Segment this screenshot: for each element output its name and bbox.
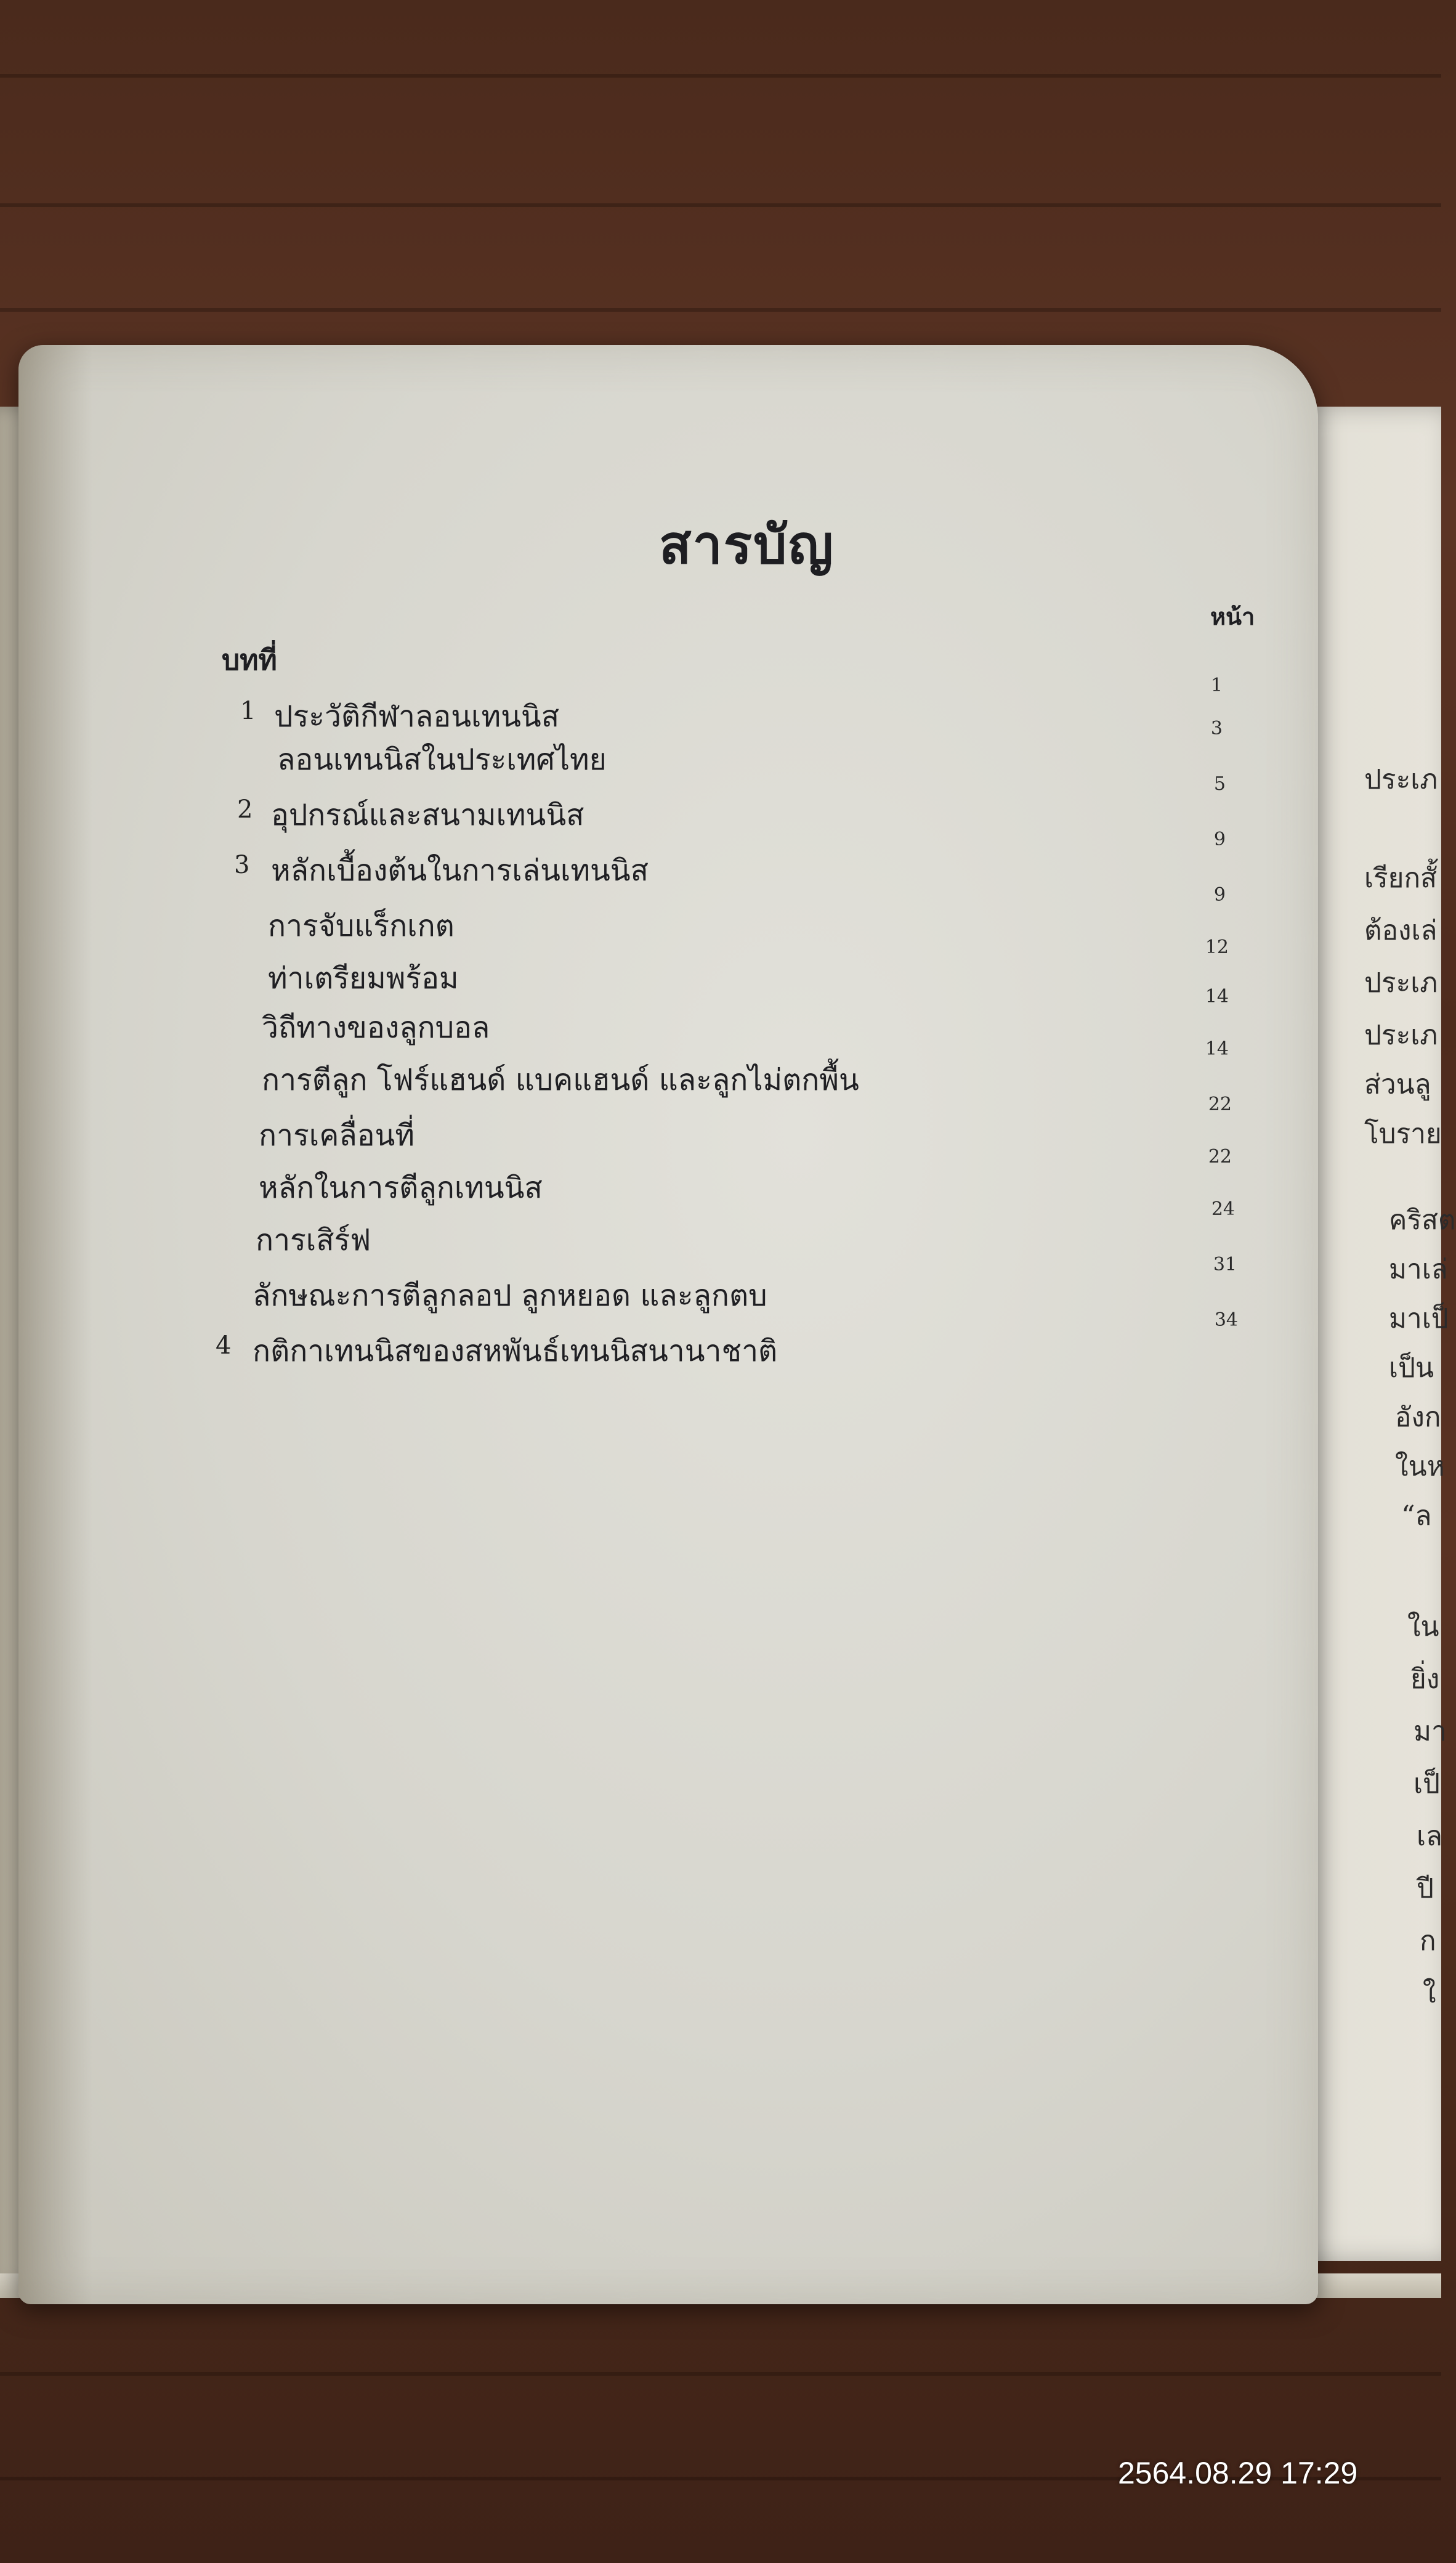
- page-shadow: [18, 345, 92, 2304]
- toc-entry-title: อุปกรณ์และสนามเทนนิส: [271, 798, 584, 832]
- wood-grain: [0, 308, 1441, 312]
- toc-page-number: 14: [1205, 1038, 1229, 1060]
- toc-chapter-number: 3: [234, 851, 250, 879]
- right-page-line: ประเภ: [1364, 967, 1438, 999]
- toc-entry-title: การตีลูก โฟร์แฮนด์ แบคแฮนด์ และลูกไม่ตกพื้น: [262, 1063, 859, 1097]
- right-page-line: เล: [1417, 1821, 1443, 1852]
- page-column-label: หน้า: [1210, 603, 1255, 630]
- right-page-line: มา: [1414, 1716, 1447, 1747]
- right-page-line: “ล: [1401, 1500, 1432, 1532]
- photo-timestamp: 2564.08.29 17:29: [1118, 2456, 1358, 2490]
- right-page-line: ใ: [1423, 1978, 1436, 2009]
- wood-grain: [0, 2372, 1441, 2376]
- wood-grain: [0, 203, 1441, 207]
- toc-page-number: 9: [1213, 829, 1226, 850]
- toc-entry-title: ลอนเทนนิสในประเทศไทย: [277, 742, 607, 777]
- toc-page-number: 34: [1214, 1309, 1238, 1331]
- toc-page-number: 5: [1213, 773, 1226, 795]
- right-page-line: ส่วนลู: [1364, 1069, 1431, 1100]
- right-page-line: เรียกสั้: [1364, 863, 1437, 894]
- toc-entry-title: ท่าเตรียมพร้อม: [268, 961, 459, 996]
- toc-page-number: 14: [1205, 986, 1229, 1007]
- toc-page-number: 12: [1205, 936, 1229, 958]
- page-title: สารบัญ: [659, 514, 835, 576]
- wood-grain: [0, 74, 1441, 78]
- toc-page-number: 22: [1208, 1094, 1232, 1115]
- toc-chapter-number: 1: [240, 697, 256, 725]
- right-page-line: ก: [1420, 1925, 1436, 1957]
- toc-entry-title: การเสิร์ฟ: [256, 1223, 371, 1257]
- toc-entry-title: การเคลื่อนที่: [259, 1118, 415, 1153]
- toc-entry-title: ประวัติกีฬาลอนเทนนิส: [274, 699, 560, 734]
- right-page-line: ต้องเล่: [1364, 915, 1438, 946]
- right-page-line: ใน: [1407, 1611, 1439, 1643]
- toc-entry-title: การจับแร็กเกต: [268, 909, 455, 943]
- toc-page-number: 3: [1210, 718, 1223, 739]
- right-page-line: ยิ่ง: [1410, 1663, 1440, 1695]
- toc-page-number: 31: [1213, 1254, 1237, 1275]
- right-page-line: คริสต: [1389, 1204, 1456, 1236]
- toc-entry-title: หลักในการตีลูกเทนนิส: [259, 1171, 543, 1205]
- toc-chapter-number: 4: [216, 1331, 232, 1360]
- contents-page: [18, 345, 1318, 2304]
- right-page-line: เป็: [1414, 1768, 1440, 1800]
- toc-entry-title: กติกาเทนนิสของสหพันธ์เทนนิสนานาชาติ: [253, 1334, 778, 1368]
- toc-chapter-number: 2: [237, 795, 253, 824]
- right-page-line: โบราย: [1364, 1118, 1442, 1150]
- toc-page-number: 24: [1211, 1198, 1235, 1220]
- right-page-line: ปี: [1417, 1873, 1434, 1904]
- toc-page-number: 1: [1210, 675, 1223, 696]
- toc-page-number: 22: [1208, 1146, 1232, 1168]
- toc-entry-title: หลักเบื้องต้นในการเล่นเทนนิส: [271, 853, 649, 888]
- chapter-column-label: บทที่: [222, 643, 277, 676]
- right-page-line: มาเล่: [1389, 1254, 1448, 1285]
- right-page-line: ประเภ: [1364, 764, 1438, 795]
- toc-entry-title: ลักษณะการตีลูกลอป ลูกหยอด และลูกตบ: [253, 1278, 767, 1313]
- right-page-line: ประเภ: [1364, 1020, 1438, 1051]
- toc-entry-title: วิถีทางของลูกบอล: [262, 1010, 490, 1045]
- right-page-line: เป็น: [1389, 1352, 1434, 1384]
- right-page-line: อังก: [1395, 1402, 1441, 1433]
- right-page-line: มาเป็: [1389, 1303, 1449, 1334]
- right-page-line: ในห: [1395, 1451, 1445, 1482]
- toc-page-number: 9: [1213, 884, 1226, 906]
